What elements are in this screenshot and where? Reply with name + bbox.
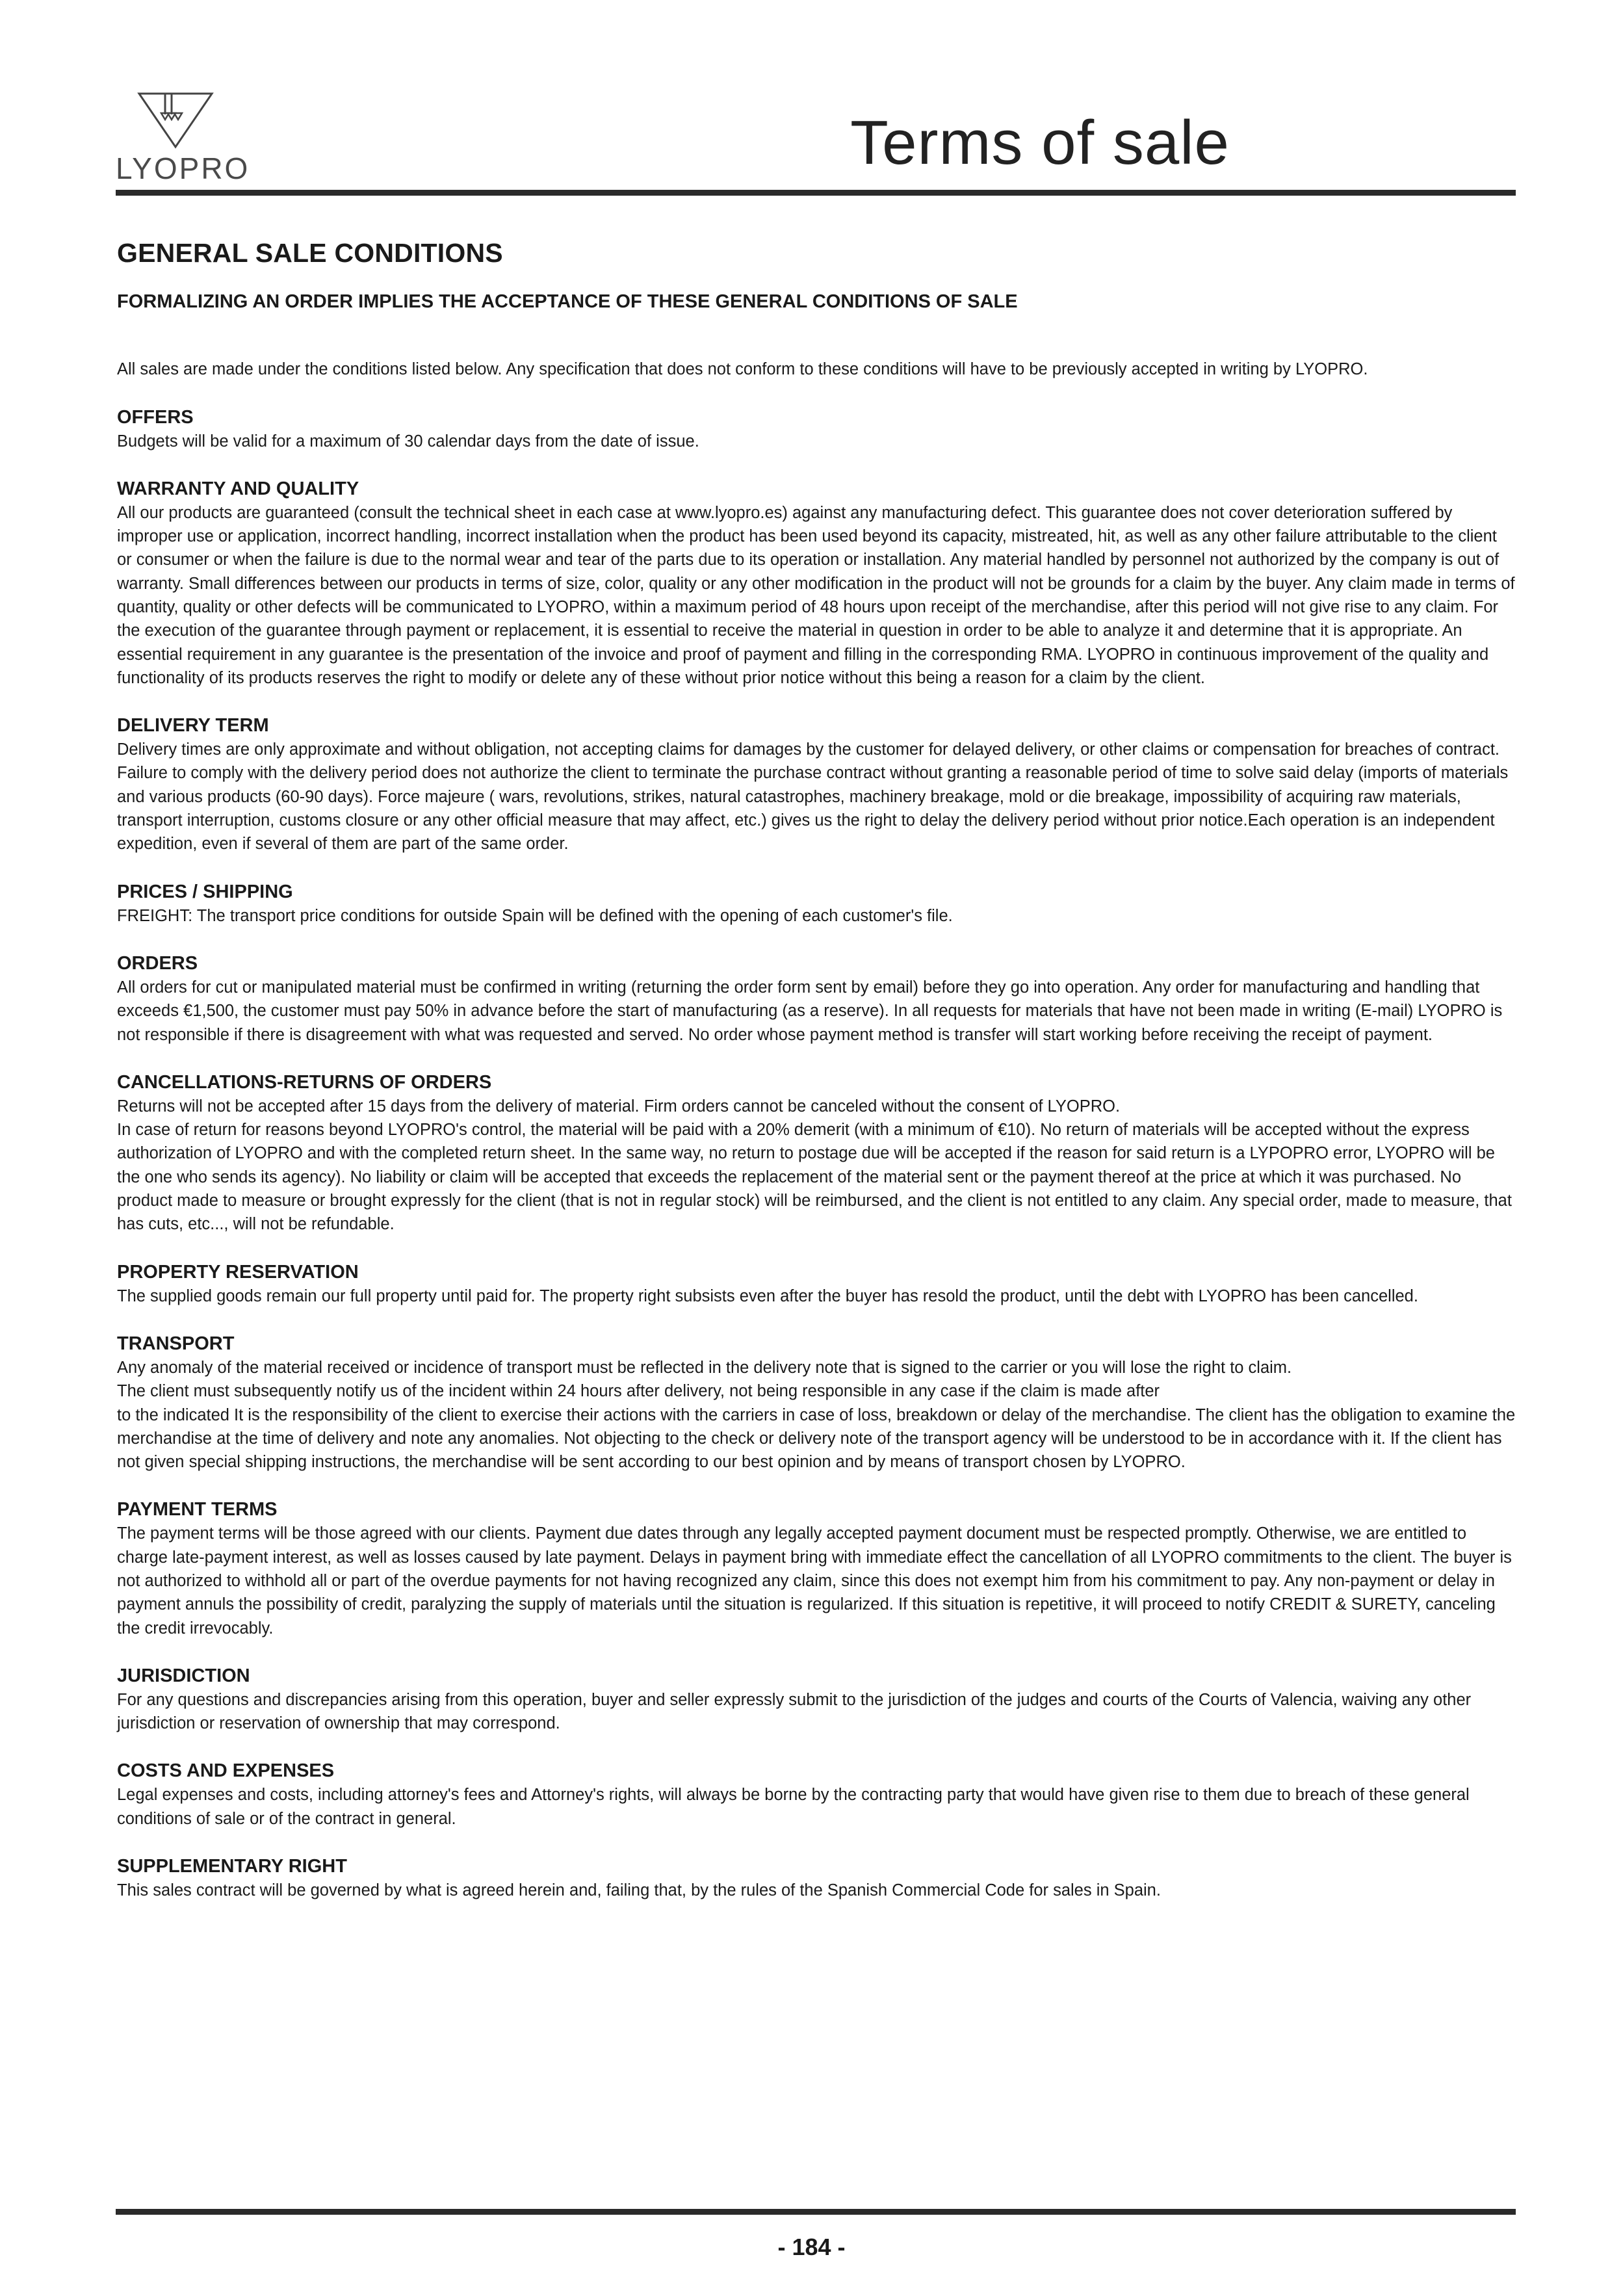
intro-paragraph: All sales are made under the conditions listed below. Any specification that does not conform to these conditions will have to be previously accepted in writing by LYOPRO. [117, 360, 1368, 378]
section-cancellations-returns [117, 1070, 1516, 1236]
section-title: JURISDICTION [117, 1665, 250, 1686]
section-title: COSTS AND EXPENSES [117, 1760, 335, 1782]
section-title: DELIVERY TERM [117, 715, 269, 737]
section-body: For any questions and discrepancies arising from this operation, buyer and seller expressly submit to the jurisdiction of the judges and courts of the Courts of Valencia, waiving any other jurisdiction or reservation of ownership that may correspond. [117, 1690, 1472, 1733]
lyopro-triangle-icon [135, 91, 216, 150]
section-body: Budgets will be valid for a maximum of 30 calendar days from the date of issue. [117, 432, 699, 450]
document-body [117, 234, 1516, 1902]
footer-divider [116, 2209, 1516, 2215]
section-body: The payment terms will be those agreed with our clients. Payment due dates through any legally accepted payment document must be respected promptly. Otherwise, we are entitled to charge late-payment interest, as well as losses caused by late payment. Delays in payment bring with immediate effect the cancellation of all LYOPRO commitments to the client. The buyer is not authorized to withhold all or part of the overdue payments for not having recognized any claim, since this does not exempt him from his commitment to pay. Any non-payment or delay in payment annuls the possibility of credit, paralyzing the supply of materials until the situation is regularized. If this situation is repetitive, it will proceed to notify CREDIT & SURETY, canceling the credit irrevocably. [117, 1524, 1512, 1637]
section-costs-and-expenses [117, 1758, 1516, 1831]
section-title: SUPPLEMENTARY RIGHT [117, 1856, 347, 1877]
section-prices-shipping [117, 880, 1516, 928]
section-offers [117, 405, 1516, 453]
section-orders [117, 951, 1516, 1047]
sub-heading: FORMALIZING AN ORDER IMPLIES THE ACCEPTANCE OF THESE GENERAL CONDITIONS OF SALE [117, 291, 1018, 312]
section-body: FREIGHT: The transport price conditions for outside Spain will be defined with the opening of each customer's file. [117, 906, 953, 925]
logo-text: LYOPRO [116, 151, 250, 185]
section-supplementary-right [117, 1854, 1516, 1902]
section-title: ORDERS [117, 952, 198, 974]
section-body: Delivery times are only approximate and without obligation, not accepting claims for damages by the customer for delayed delivery, or other claims or compensation for breaches of contract. Failure to comply with the delivery period does not authorize the client to terminate the purchase contract without granting a reasonable period of time to solve said delay (imports of materials and various products (60-90 days). Force majeure ( wars, revolutions, strikes, natural catastrophes, machinery breakage, mold or die breakage, impossibility of acquiring raw materials, transport interruption, customs closure or any other official measure that may affect, etc.) gives us the right to delay the delivery period without prior notice.Each operation is an independent expedition, even if several of them are part of the same order. [117, 740, 1509, 854]
section-body: This sales contract will be governed by what is agreed herein and, failing that, by the rules of the Spanish Commercial Code for sales in Spain. [117, 1881, 1161, 1900]
page-number: - 184 - [777, 2234, 846, 2260]
header-divider [116, 190, 1516, 196]
section-title: CANCELLATIONS-RETURNS OF ORDERS [117, 1071, 492, 1093]
page-title: Terms of sale [850, 108, 1230, 177]
section-title: PAYMENT TERMS [117, 1499, 278, 1520]
section-delivery-term [117, 713, 1516, 855]
section-body: Any anomaly of the material received or incidence of transport must be reflected in the delivery note that is signed to the carrier or you will lose the right to claim. The client must subsequently notify us of the incident within 24 hours after delivery, not being responsible in any case if the claim is made after to the indicated It is the responsibility of the client to exercise their actions with the carriers in case of loss, breakdown or delay of the merchandise. The client has the obligation to examine the merchandise at the time of delivery and note any anomalies. Not objecting to the check or delivery note of the transport agency will be understood to be in accordance with it. If the client has not given special shipping instructions, the merchandise will be sent according to our best opinion and by means of transport chosen by LYOPRO. [117, 1358, 1516, 1472]
section-jurisdiction [117, 1663, 1516, 1736]
section-payment-terms [117, 1497, 1516, 1639]
section-title: OFFERS [117, 406, 194, 428]
section-title: PRICES / SHIPPING [117, 881, 293, 902]
section-warranty-and-quality [117, 476, 1516, 690]
main-heading: GENERAL SALE CONDITIONS [117, 238, 503, 268]
section-title: PROPERTY RESERVATION [117, 1261, 359, 1283]
section-body: Legal expenses and costs, including attorney's fees and Attorney's rights, will always be borne by the contracting party that would have given rise to them due to breach of these general conditions of sale or of the contract in general. [117, 1786, 1470, 1828]
section-body: Returns will not be accepted after 15 days from the delivery of material. Firm orders cannot be canceled without the consent of LYOPRO. In case of return for reasons beyond LYOPRO's control, the material will be paid with a 20% demerit (with a minimum of €10). No return of materials will be accepted without the express authorization of LYOPRO and with the completed return sheet. In the same way, no return to postage due will be accepted if the reason for said return is a LYPOPRO error, LYOPRO will be the one who sends its agency). No liability or claim will be accepted that exceeds the replacement of the material sent or the payment thereof at the price at which it was purchased. No product made to measure or brought expressly for the client (that is not in regular stock) will be reimbursed, and the client is not entitled to any claim. Any special order, made to measure, that has cuts, etc..., will not be refundable. [117, 1097, 1512, 1234]
section-body: The supplied goods remain our full property until paid for. The property right subsists even after the buyer has resold the product, until the debt with LYOPRO has been cancelled. [117, 1286, 1418, 1305]
section-title: WARRANTY AND QUALITY [117, 478, 359, 499]
section-body: All orders for cut or manipulated material must be confirmed in writing (returning the order form sent by email) before they go into operation. Any order for manufacturing and handling that exceeds €1,500, the customer must pay 50% in advance before the start of manufacturing (as a reserve). In all requests for materials that have not been made in writing (E-mail) LYOPRO is not responsible if there is disagreement with what was requested and served. No order whose payment method is transfer will start working before receiving the receipt of payment. [117, 978, 1503, 1044]
section-title: TRANSPORT [117, 1333, 235, 1354]
lyopro-logo [116, 91, 250, 189]
section-body: All our products are guaranteed (consult the technical sheet in each case at www.lyopro.es) against any manufacturing defect. This guarantee does not cover deterioration suffered by improper use or application, incorrect handling, incorrect installation when the product has been used beyond its capacity, mistreated, hit, as well as any other failure attributable to the client or consumer or when the failure is due to the normal wear and tear of the parts due to its operation or installation. Any material handled by personnel not authorized by the company is out of warranty. Small differences between our products in terms of size, color, quality or any other modification in the product will not be grounds for a claim by the buyer. Any claim made in terms of quantity, quality or other defects will be communicated to LYOPRO, within a maximum period of 48 hours upon receipt of the merchandise, after this period will not give rise to any claim. For the execution of the guarantee through payment or replacement, it is essential to receive the material in question in order to be able to analyze it and determine that it is appropriate. An essential requirement in any guarantee is the presentation of the invoice and proof of payment and filling in the corresponding RMA. LYOPRO in continuous improvement of the quality and functionality of its products reserves the right to modify or delete any of these without prior notice without this being a reason for a claim by the client. [117, 503, 1515, 687]
section-property-reservation [117, 1260, 1516, 1308]
section-transport [117, 1331, 1516, 1474]
